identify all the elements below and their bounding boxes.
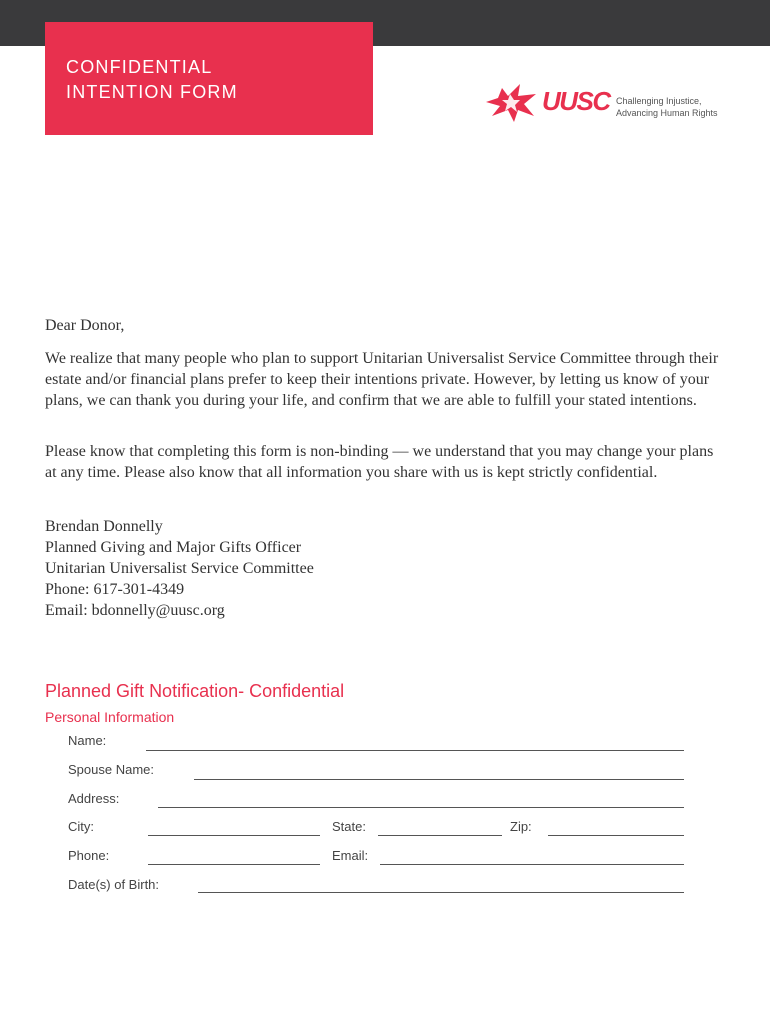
name-label: Name:	[68, 733, 107, 748]
title-banner	[45, 22, 373, 135]
spouse-name-label: Spouse Name:	[68, 762, 154, 777]
title-line-1: CONFIDENTIAL	[66, 57, 213, 77]
signature-name: Brendan Donnelly	[45, 518, 163, 535]
letter-paragraph-1: We realize that many people who plan to support Unitarian Universalist Service Committee through their estate and/or financial plans prefer to keep their intentions private. However, by letting us know of your plans, we can thank you during your life, and confirm that we are able to fulfill your stated intentions.	[45, 350, 719, 409]
phone-label: Phone:	[68, 848, 110, 863]
form-title: Planned Gift Notification- Confidential	[45, 681, 345, 701]
signature-phone: Phone: 617-301-4349	[45, 581, 185, 598]
phone-field[interactable]	[148, 864, 320, 865]
uusc-logo-icon	[484, 80, 540, 124]
signature-organization: Unitarian Universalist Service Committee	[45, 560, 314, 577]
signature-title: Planned Giving and Major Gifts Officer	[45, 539, 302, 556]
logo-tagline-2: Advancing Human Rights	[616, 108, 718, 118]
section-title: Personal Information	[45, 709, 175, 725]
city-field[interactable]	[148, 835, 320, 836]
logo-tagline-1: Challenging Injustice,	[616, 96, 702, 106]
title-line-2: INTENTION FORM	[66, 82, 238, 102]
email-field[interactable]	[380, 864, 684, 865]
birth-label: Date(s) of Birth:	[68, 877, 160, 892]
name-field[interactable]	[146, 750, 684, 751]
signature-block	[45, 516, 314, 621]
uusc-logo	[484, 78, 734, 128]
state-label: State:	[332, 819, 366, 834]
state-field[interactable]	[378, 835, 502, 836]
address-field[interactable]	[158, 807, 684, 808]
signature-email: Email: bdonnelly@uusc.org	[45, 602, 225, 619]
address-label: Address:	[68, 791, 120, 806]
letter-paragraph-2: Please know that completing this form is non-binding — we understand that you may change your plans at any time. Please also know that all information you share with us is kept strictly confidential.	[45, 443, 714, 481]
spouse-name-field[interactable]	[194, 779, 684, 780]
birth-field[interactable]	[198, 892, 684, 893]
logo-name: UUSC	[542, 86, 610, 116]
zip-label: Zip:	[510, 819, 532, 834]
letter-greeting: Dear Donor,	[45, 317, 125, 334]
email-label: Email:	[332, 848, 369, 863]
zip-field[interactable]	[548, 835, 684, 836]
city-label: City:	[68, 819, 94, 834]
